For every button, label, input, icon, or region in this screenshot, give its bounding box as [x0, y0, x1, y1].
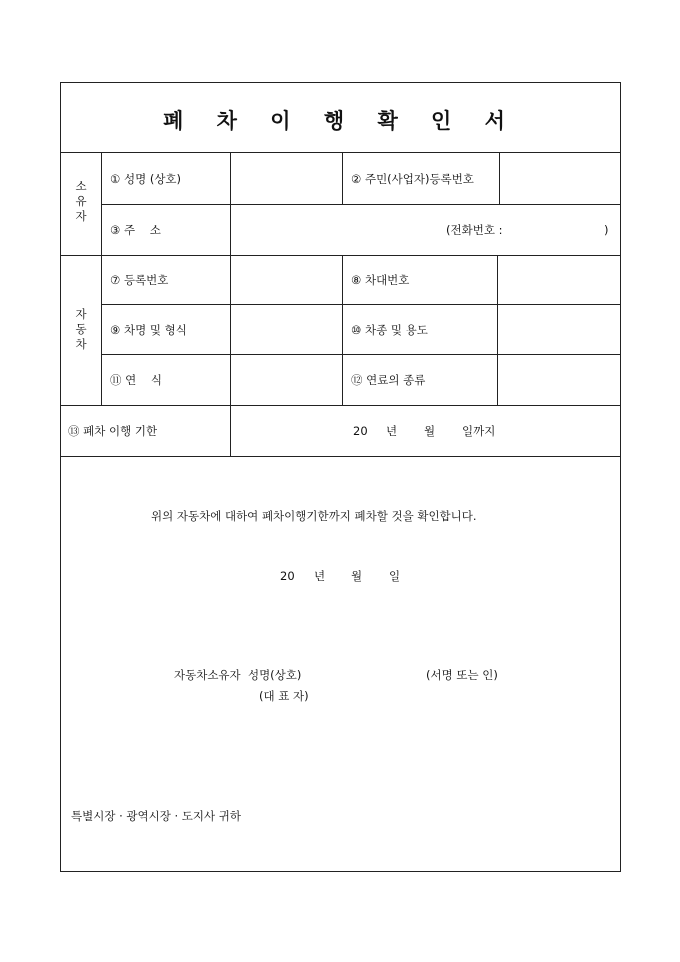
confirm-month-unit: 월: [351, 569, 363, 583]
owner-name-label: ① 성명 (상호): [110, 172, 182, 186]
divider: [101, 152, 102, 405]
deadline-month-unit: 월: [424, 424, 436, 438]
divider: [61, 255, 620, 256]
deadline-year-unit: 년: [386, 424, 398, 438]
divider: [101, 354, 620, 355]
confirm-statement: 위의 자동차에 대하여 폐차이행기한까지 폐차할 것을 확인합니다.: [151, 509, 477, 523]
vehicle-type-label: ⑩ 차종 및 용도: [351, 323, 428, 337]
deadline-day-unit: 일까지: [462, 424, 496, 438]
divider: [101, 204, 620, 205]
signer-label: 자동차소유자 성명(상호): [174, 668, 302, 682]
deadline-year-prefix: 20: [353, 424, 368, 438]
owner-phone-label: (전화번호 :: [446, 223, 503, 237]
vehicle-reg-label: ⑦ 등록번호: [110, 273, 169, 287]
vehicle-fuel-label: ⑫ 연료의 종류: [351, 373, 426, 387]
divider: [230, 152, 231, 456]
scrap-confirmation-form: [60, 82, 621, 872]
owner-id-label: ② 주민(사업자)등록번호: [351, 172, 474, 186]
deadline-label: ⑬ 폐차 이행 기한: [68, 424, 158, 438]
divider: [61, 152, 620, 153]
confirm-day-unit: 일: [389, 569, 401, 583]
divider: [497, 255, 498, 405]
divider: [101, 304, 620, 305]
owner-group-label: 소 유 자: [75, 179, 87, 223]
sign-hint[interactable]: (서명 또는 인): [426, 668, 498, 682]
confirm-date-prefix: 20: [280, 569, 295, 583]
owner-address-label: ③ 주 소: [110, 223, 161, 237]
form-title: 폐 차 이 행 확 인 서: [163, 108, 518, 133]
divider: [342, 255, 343, 405]
owner-phone-close: ): [604, 223, 609, 237]
vehicle-group-label: 자 동 차: [75, 307, 87, 351]
recipient-line: 특별시장 · 광역시장 · 도지사 귀하: [71, 809, 242, 823]
vehicle-model-label: ⑨ 차명 및 형식: [110, 323, 187, 337]
vehicle-chassis-label: ⑧ 차대번호: [351, 273, 410, 287]
divider: [61, 405, 620, 406]
confirm-year-unit: 년: [314, 569, 326, 583]
vehicle-year-label: ⑪ 연 식: [110, 373, 162, 387]
divider: [342, 152, 343, 204]
divider: [61, 456, 620, 457]
representative-label: (대 표 자): [259, 689, 309, 703]
divider: [499, 152, 500, 204]
